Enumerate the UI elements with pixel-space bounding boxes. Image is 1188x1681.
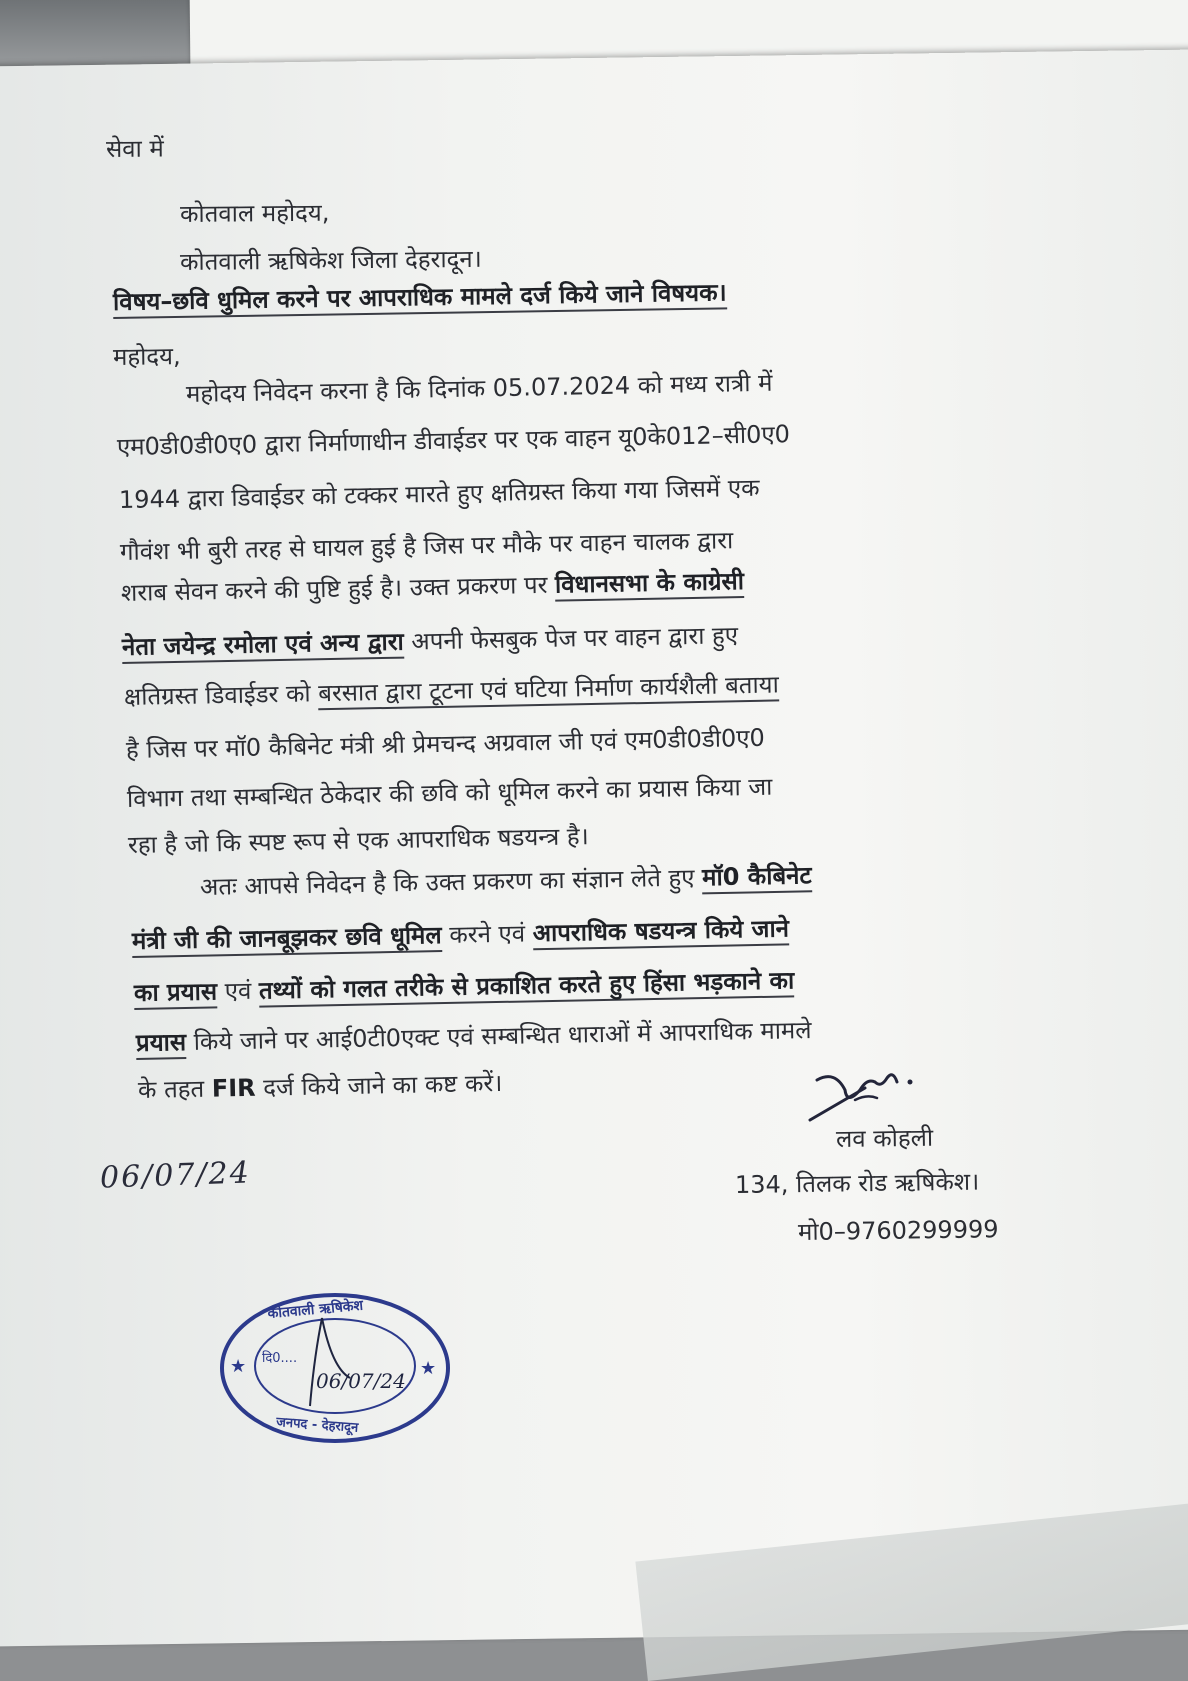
p1-line-10: रहा है जो कि स्पष्ट रूप से एक आपराधिक षडयन्त्र है। [127, 822, 589, 859]
p1-line-7-text: क्षतिग्रस्त डिवाईडर को [123, 679, 311, 711]
svg-text:★: ★ [420, 1358, 437, 1379]
stamp-top-text: कोतवाली ऋषिकेश [266, 1297, 364, 1322]
p1-line-8: है जिस पर मॉ0 कैबिनेट मंत्री श्री प्रेमचन्द अग्रवाल जी एवं एम0डी0डी0ए0 [125, 723, 765, 764]
p2-line-1-underlined: मॉ0 कैबिनेट [702, 861, 812, 894]
p2-line-5 [138, 1066, 503, 1106]
p1-line-5-underlined: विधानसभा के काग्रेसी [555, 567, 744, 602]
stamp-bottom-text: जनपद - देहरादून [275, 1415, 359, 1436]
stamp-date-value: 06/07/24 [316, 1369, 406, 1393]
addressee-line-1: कोतवाल महोदय, [179, 198, 330, 228]
p1-line-4: गौवंश भी बुरी तरह से घायल हुई है जिस पर मौके पर वाहन चालक द्वारा [119, 526, 734, 566]
p2-line-3-underlined-b: तथ्यों को गलत तरीके से प्रकाशित करते हुए हिंसा भड़काने का [259, 966, 795, 1007]
p1-line-9: विभाग तथा सम्बन्धित ठेकेदार की छवि को धूमिल करने का प्रयास किया जा [126, 772, 773, 813]
p1-line-2: एम0डी0डी0ए0 द्वारा निर्माणाधीन डीवाईडर पर एक वाहन यू0के012–सी0ए0 [116, 420, 791, 461]
police-receipt-stamp [210, 1288, 460, 1448]
p2-line-5-text-b: दर्ज किये जाने का कष्ट करें। [262, 1069, 503, 1102]
fir-label: FIR [211, 1073, 256, 1103]
salutation-to: सेवा में [105, 134, 164, 163]
p1-line-1-text: महोदय निवेदन करना है कि दिनांक 05.07.2024 को मध्य रात्री में [185, 368, 773, 408]
p1-line-3: 1944 द्वारा डिवाईडर को टक्कर मारते हुए क्षतिग्रस्त किया गया जिसमें एक [118, 473, 760, 514]
p2-line-4-underlined: प्रयास [136, 1028, 187, 1060]
p2-line-2-underlined-b: आपराधिक षडयन्त्र किये जाने [532, 914, 789, 950]
svg-text:★: ★ [230, 1356, 247, 1377]
p1-line-6-underlined: नेता जयेन्द्र रमोला एवं अन्य द्वारा [122, 628, 404, 664]
sender-address: 134, तिलक रोड ऋषिकेश। [734, 1167, 980, 1199]
sender-mobile: मो0–9760299999 [797, 1215, 999, 1246]
handwritten-date: 06/07/24 [99, 1155, 252, 1196]
sender-name: लव कोहली [835, 1123, 934, 1153]
p2-line-3-underlined-a: का प्रयास [134, 977, 218, 1010]
p2-line-4-text: किये जाने पर आई0टी0एक्ट एवं सम्बन्धित धाराओं में आपराधिक मामले [193, 1016, 812, 1056]
greeting: महोदय, [112, 342, 181, 371]
subject-text: विषय–छवि धुमिल करने पर आपराधिक मामले दर्ज किये जाने विषयक। [113, 278, 727, 319]
p2-line-5-text-a: के तहत [137, 1074, 205, 1104]
p2-line-2-underlined-a: मंत्री जी की जानबूझकर छवि धूमिल [132, 921, 442, 958]
p1-line-5-text: शराब सेवन करने की पुष्टि हुई है। उक्त प्रकरण पर [120, 570, 548, 607]
p2-line-2-text: करने एवं [449, 919, 526, 949]
signature-mark [805, 1060, 930, 1130]
stamp-date-label: दि0.... [262, 1351, 298, 1366]
p1-line-6-text: अपनी फेसबुक पेज पर वाहन द्वारा हुए [411, 621, 739, 656]
p2-line-1-text: अतः आपसे निवेदन है कि उक्त प्रकरण का संज्ञान लेते हुए [199, 863, 695, 901]
addressee-line-2: कोतवाली ऋषिकेश जिला देहरादून। [179, 244, 482, 276]
p2-line-3-text: एवं [224, 976, 252, 1006]
p1-line-7-underlined: बरसात द्वारा टूटना एवं घटिया निर्माण कार्यशैली बताया [318, 670, 779, 710]
